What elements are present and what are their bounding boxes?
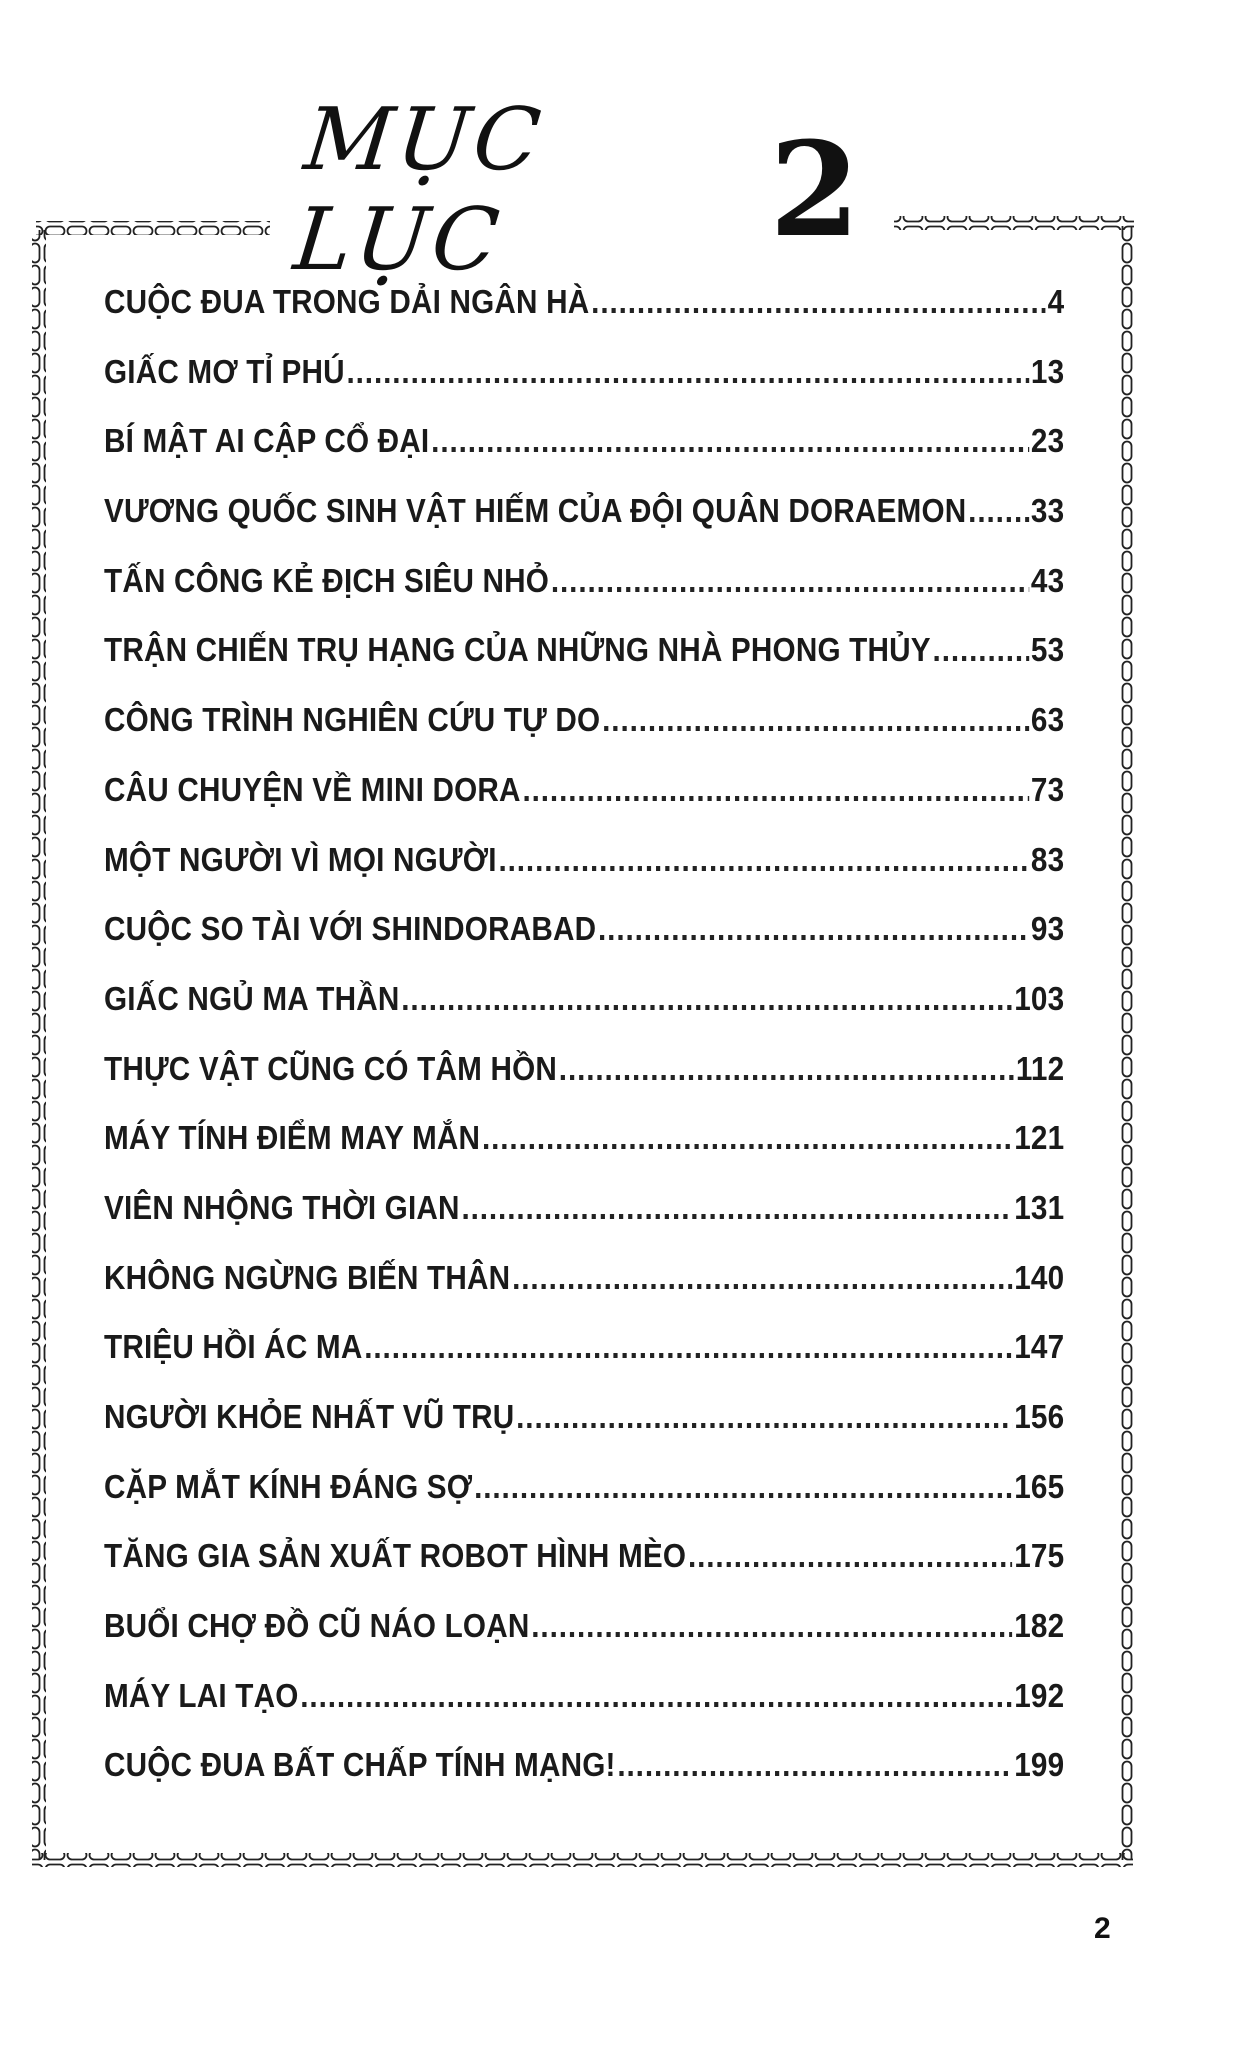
dot-leader <box>498 841 1029 879</box>
toc-entry[interactable] <box>104 771 1064 841</box>
toc-entry-page: 199 <box>1014 1746 1065 1784</box>
dot-leader <box>598 910 1029 948</box>
toc-entry[interactable] <box>104 1607 1064 1677</box>
title-text: MỤC LỤC <box>289 90 549 290</box>
toc-entry-title: CÂU CHUYỆN VỀ MINI DORA <box>104 770 521 808</box>
dot-leader <box>522 771 1029 809</box>
dot-leader <box>431 422 1029 460</box>
toc-entry-page: 131 <box>1014 1188 1065 1226</box>
toc-entry-title: VIÊN NHỘNG THỜI GIAN <box>104 1188 460 1226</box>
toc-entry[interactable] <box>104 422 1064 492</box>
toc-entry-title: MÁY LAI TẠO <box>104 1676 299 1714</box>
dot-leader <box>531 1607 1012 1645</box>
toc-entry-title: CUỘC SO TÀI VỚI SHINDORABAD <box>104 910 597 948</box>
toc-entry-page: 23 <box>1030 422 1065 460</box>
toc-entry[interactable] <box>104 1746 1064 1816</box>
toc-entry-page: 112 <box>1015 1049 1065 1087</box>
dot-leader <box>347 353 1030 391</box>
toc-entry-page: 43 <box>1030 561 1065 599</box>
toc-entry-title: MÁY TÍNH ĐIỂM MAY MẮN <box>104 1119 481 1157</box>
toc-entry-title: KHÔNG NGỪNG BIẾN THÂN <box>104 1258 511 1296</box>
dot-leader <box>933 631 1030 669</box>
dot-leader <box>602 701 1029 739</box>
toc-entry[interactable] <box>104 1328 1064 1398</box>
dot-leader <box>591 283 1046 321</box>
toc-entry[interactable] <box>104 1677 1064 1747</box>
dot-leader <box>364 1328 1012 1366</box>
toc-entry[interactable] <box>104 1468 1064 1538</box>
table-of-contents <box>104 283 1064 1816</box>
toc-entry-page: 53 <box>1030 631 1065 669</box>
toc-entry-title: GIẤC NGỦ MA THẦN <box>104 979 400 1017</box>
chain-top-right <box>894 216 1134 230</box>
toc-entry-page: 121 <box>1014 1119 1065 1157</box>
toc-entry[interactable] <box>104 631 1064 701</box>
toc-entry-title: TẤN CÔNG KẺ ĐỊCH SIÊU NHỎ <box>104 561 550 599</box>
toc-entry[interactable] <box>104 701 1064 771</box>
toc-entry[interactable] <box>104 1259 1064 1329</box>
toc-entry[interactable] <box>104 492 1064 562</box>
toc-entry-title: TRẬN CHIẾN TRỤ HẠNG CỦA NHỮNG NHÀ PHONG THỦY <box>104 631 931 669</box>
dot-leader <box>968 492 1029 530</box>
page-number: 2 <box>1094 1912 1111 1945</box>
toc-entry-page: 156 <box>1014 1398 1065 1435</box>
page-title <box>289 90 860 290</box>
toc-entry[interactable] <box>104 353 1064 423</box>
toc-entry-page: 63 <box>1030 701 1065 739</box>
toc-entry-page: 93 <box>1030 910 1065 948</box>
chain-left <box>32 230 46 1860</box>
toc-entry-page: 33 <box>1030 492 1065 530</box>
toc-entry-page: 165 <box>1014 1467 1065 1505</box>
toc-entry-title: CẶP MẮT KÍNH ĐÁNG SỢ <box>104 1467 473 1505</box>
toc-entry-title: CUỘC ĐUA BẤT CHẤP TÍNH MẠNG! <box>104 1746 616 1784</box>
toc-entry-title: CUỘC ĐUA TRONG DẢI NGÂN HÀ <box>104 283 590 320</box>
toc-entry-page: 73 <box>1030 770 1065 808</box>
toc-entry-title: MỘT NGƯỜI VÌ MỌI NGƯỜI <box>104 840 497 878</box>
toc-entry[interactable] <box>104 841 1064 911</box>
toc-entry[interactable] <box>104 1119 1064 1189</box>
dot-leader <box>482 1119 1012 1157</box>
toc-entry-title: NGƯỜI KHỎE NHẤT VŨ TRỤ <box>104 1398 515 1435</box>
dot-leader <box>512 1259 1012 1297</box>
dot-leader <box>461 1189 1012 1227</box>
toc-entry-title: VƯƠNG QUỐC SINH VẬT HIẾM CỦA ĐỘI QUÂN DORAEMON <box>104 492 967 530</box>
toc-entry-title: CÔNG TRÌNH NGHIÊN CỨU TỰ DO <box>104 701 601 739</box>
toc-entry-page: 103 <box>1014 979 1065 1017</box>
dot-leader <box>300 1677 1012 1715</box>
toc-entry-page: 4 <box>1047 283 1065 320</box>
toc-entry[interactable] <box>104 1050 1064 1120</box>
toc-entry[interactable] <box>104 1189 1064 1259</box>
toc-entry-page: 83 <box>1030 840 1065 878</box>
dot-leader <box>688 1537 1012 1575</box>
toc-entry-title: THỰC VẬT CŨNG CÓ TÂM HỒN <box>104 1049 557 1087</box>
toc-entry-page: 175 <box>1014 1537 1065 1575</box>
toc-entry-title: GIẤC MƠ TỈ PHÚ <box>104 352 345 390</box>
toc-entry-title: BÍ MẬT AI CẬP CỔ ĐẠI <box>104 422 430 460</box>
dot-leader <box>474 1468 1012 1506</box>
dot-leader <box>551 562 1029 600</box>
toc-entry[interactable] <box>104 1537 1064 1607</box>
toc-entry-title: TĂNG GIA SẢN XUẤT ROBOT HÌNH MÈO <box>104 1537 687 1575</box>
volume-number: 2 <box>769 113 860 266</box>
dot-leader <box>401 980 1012 1018</box>
toc-entry[interactable] <box>104 283 1064 353</box>
toc-entry-page: 140 <box>1014 1258 1065 1296</box>
toc-entry-page: 147 <box>1014 1328 1065 1366</box>
toc-entry[interactable] <box>104 910 1064 980</box>
chain-right <box>1119 226 1133 1860</box>
dot-leader <box>559 1050 1014 1088</box>
chain-bottom <box>32 1853 1133 1867</box>
toc-entry[interactable] <box>104 562 1064 632</box>
toc-entry-page: 13 <box>1030 352 1065 390</box>
toc-entry[interactable] <box>104 1398 1064 1468</box>
toc-entry-title: BUỔI CHỢ ĐỒ CŨ NÁO LOẠN <box>104 1607 530 1645</box>
dot-leader <box>516 1398 1012 1436</box>
dot-leader <box>617 1746 1012 1784</box>
toc-entry-page: 192 <box>1014 1676 1065 1714</box>
toc-entry-title: TRIỆU HỒI ÁC MA <box>104 1328 363 1366</box>
toc-entry-page: 182 <box>1014 1607 1065 1645</box>
toc-entry[interactable] <box>104 980 1064 1050</box>
chain-top-left <box>36 221 270 235</box>
